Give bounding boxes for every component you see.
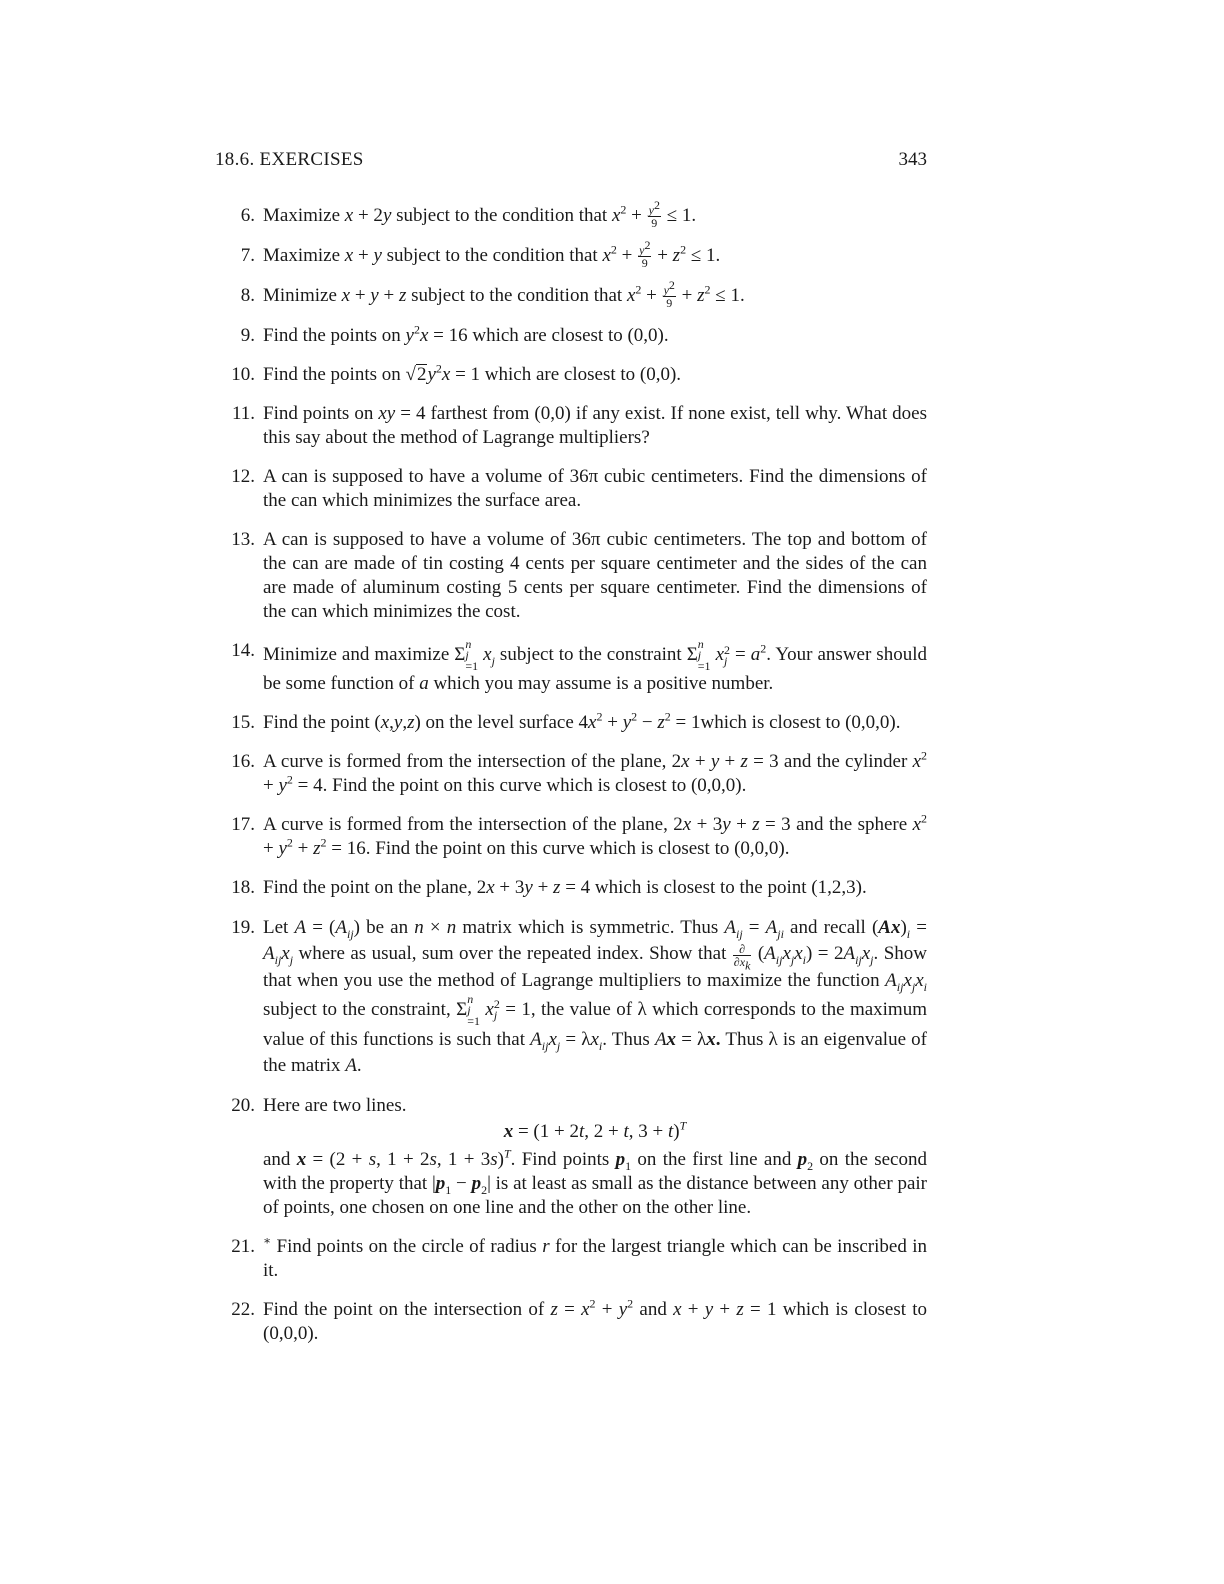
exercise-text: Minimize x + y + z subject to the condition that $x^2$ + $\frac{y^2}{9}$ + $z^2 \le 1$. <box>263 278 745 311</box>
exercise-6 <box>215 198 927 231</box>
exercise-number: 21. <box>231 1235 255 1257</box>
exercise-number: 22. <box>231 1298 255 1320</box>
exercise-9 <box>215 324 927 348</box>
exercise-20 <box>215 1094 927 1220</box>
exercise-15 <box>215 711 927 735</box>
exercise-17 <box>215 813 927 861</box>
exercise-text: Let $A = (A_{ij})$ be an n × n matrix which is symmetric. Thus $A_{ij} = A_{ji}$ and recall $(Ax)_i = A_{ij}x_j$ where as usual, sum over the repeated index. Show that $\frac{\partial}{\partial x_k}$ $(A_{ij}x_jx_i) = 2A_{ij}x_j$. Show that when you use the method of Lagrange multipliers to maximize the function $A_{ij}x_jx_i$ subject to the constraint, Σ n j =1 x 2 j = 1, the value of λ which corresponds to the maximum value of this functions is such that $A_{ij}x_j = \lambda x_i$. Thus Ax = λx. Thus λ is an eigenvalue of the matrix A. <box>263 917 927 1076</box>
exercise-text: Find the point on the intersection of $z = x^2 + y^2$ and x + y + z = 1 which is closest to (0,0,0). <box>263 1296 928 1344</box>
exercise-number: 18. <box>231 877 255 899</box>
exercise-number: 8. <box>240 285 255 307</box>
exercise-number: 10. <box>231 364 255 386</box>
exercise-text: Minimize and maximize Σ n j =1 $x_j$ subject to the constraint Σ n j =1 x 2 j = $a^2$. Your answer should be some function of a which you may assume is a positive number. <box>263 637 927 695</box>
exercise-18 <box>215 876 927 900</box>
exercise-7 <box>215 238 927 271</box>
exercise-text: Maximize x + 2y subject to the condition that $x^2$ + $\frac{y^2}{9}$ ≤ 1. <box>263 198 697 231</box>
exercise-list <box>215 198 928 1361</box>
exercise-number: 19. <box>231 917 255 939</box>
exercise-text: Find the points on $y^2x = 16$ which are closest to (0,0). <box>263 323 669 347</box>
exercise-text: A can is supposed to have a volume of 36π cubic centimeters. The top and bottom of the can are made of tin costing 4 cents per square centimeter and the sides of the can are made of aluminum costing 5 cents per square centimeter. Find the dimensions of the can which minimizes the cost. <box>263 529 927 623</box>
exercise-10 <box>215 363 927 387</box>
exercise-text: A curve is formed from the intersection of the plane, 2x + 3y + z = 3 and the sphere $x^2 + y^2 + z^2 = 16$. Find the point on this curve which is closest to (0,0,0). <box>263 812 928 860</box>
exercise-22 <box>215 1298 927 1346</box>
exercise-16 <box>215 750 927 798</box>
exercise-12 <box>215 465 927 513</box>
exercise-11 <box>215 402 927 450</box>
exercise-number: 6. <box>240 205 255 226</box>
exercise-text: A curve is formed from the intersection of the plane, 2x + y + z = 3 and the cylinder $x^2 + y^2 = 4$. Find the point on this curve which is closest to (0,0,0). <box>263 749 927 797</box>
exercise-text: ∗ Find points on the circle of radius r for the largest triangle which can be inscribed in it. <box>263 1233 927 1281</box>
exercise-number: 7. <box>240 245 255 267</box>
page-header <box>215 149 927 171</box>
exercise-text: A can is supposed to have a volume of 36π cubic centimeters. Find the dimensions of the can which minimizes the surface area. <box>263 466 927 512</box>
exercise-19 <box>215 915 927 1078</box>
exercise-number: 13. <box>231 529 255 551</box>
exercise-8 <box>215 278 927 311</box>
exercise-number: 15. <box>231 712 255 734</box>
exercise-number: 16. <box>231 751 255 773</box>
exercise-text: Find the point (x,y,z) on the level surface $4x^2 + y^2 - z^2$ = 1which is closest to (0,0,0). <box>263 710 901 734</box>
display-equation: x = (1 + 2t, 2 + t, 3 + t)$^T$ <box>503 1118 687 1142</box>
exercise-number: 11. <box>231 403 255 425</box>
exercise-number: 9. <box>240 325 255 347</box>
exercise-number: 14. <box>231 640 255 662</box>
exercise-text: Find the points on $√2y^2x = 1$ which are closest to (0,0). <box>263 362 682 386</box>
exercise-text: Maximize x + y subject to the condition that $x^2$ + $\frac{y^2}{9}$ + $z^2 \le 1$. <box>263 238 721 271</box>
section-title: 18.6. EXERCISES <box>215 149 364 170</box>
exercise-text: Find points on xy = 4 farthest from (0,0) if any exist. If none exist, tell why. What does this say about the method of Lagrange multipliers? <box>263 403 927 449</box>
exercise-number: 17. <box>231 814 255 836</box>
exercise-text: Here are two lines. x = (1 + 2t, 2 + t, 3 + t)$^T$ and x = (2 + s, 1 + 2s, 1 + 3s)$^T$. Find points $p_1$ on the first line and $p_2$ on the second with the property that $|p_1 - p_2|$ is at least as small as the distance between any other pair of points, one chosen on one line and the other on the other line. <box>263 1094 928 1218</box>
exercise-21 <box>215 1235 927 1283</box>
page-number: 343 <box>898 149 927 170</box>
exercise-text: Find the point on the plane, 2x + 3y + z = 4 which is closest to the point (1,2,3). <box>263 877 867 899</box>
exercise-number: 12. <box>231 466 255 488</box>
exercise-13 <box>215 528 927 624</box>
exercise-number: 20. <box>231 1094 255 1116</box>
exercise-14 <box>215 639 927 696</box>
